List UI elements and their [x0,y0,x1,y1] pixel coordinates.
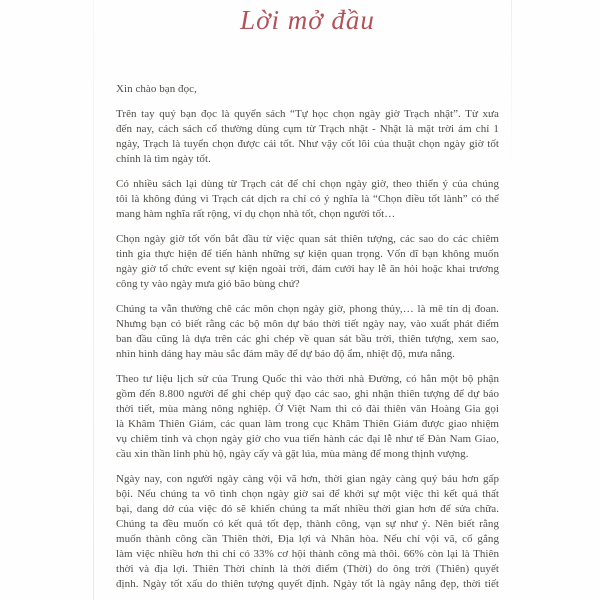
text-line: chính là tìm ngày tốt. [116,153,211,165]
text-line: mang hàm nghĩa rất rộng, ví dụ chọn nhà tốt, chọn người tốt… [116,208,396,220]
text-line: tôi là không đúng vì Trạch cát dịch ra chỉ có ý nghĩa là “Chọn điều tốt lành” có thể [116,193,499,205]
text-line: Nhưng bạn có biết rằng các bộ môn dự báo thời tiết ngày nay, vào xuất phát điểm [116,318,499,330]
text-line: định. Ngày tốt xấu do thiên tượng quyết định. Ngày tốt là ngày nắng đẹp, thời tiết [116,578,499,590]
text-line: muốn thành công cần Thiên thời, Địa lợi và Nhân hòa. Nếu chỉ vội vã, cố gắng [116,533,499,545]
text-line: bội. Nếu chúng ta vô tình chọn ngày giờ sai để khởi sự một việc thì kết quả thất [116,488,499,500]
text-line: thời tiết, mùa màng nông nghiệp. Ở Việt Nam thì có đài thiên văn Hoàng Gia gọi [116,403,499,415]
text-line: đến nay, cách sách cổ thường dùng cụm từ Trạch nhật - Nhật là mặt trời ám chỉ 1 [116,123,499,135]
page-title: Lời mở đầu [240,5,375,35]
body-text [116,82,499,600]
text-line: Chúng ta đều muốn có kết quả tốt đẹp, thành công, vạn sự như ý. Nên biết rằng [116,518,499,530]
paragraph [116,372,499,462]
text-line: vụ chiêm tinh và chọn ngày giờ cho vua tiến hành các đại lễ như tế Đàn Nam Giao, [116,433,499,445]
text-line: ngày, Trạch là tuyển chọn được cái tốt. Như vậy cốt lõi của thuật chọn ngày giờ tốt [116,138,499,150]
paragraph [116,107,499,167]
text-line: bại, dang dở của việc đó sẽ khiến chúng ta mất nhiều thời gian hơn để sửa chữa. [116,503,499,515]
text-line: thời và địa lợi. Thiên Thời chính là thời điểm (Thời) do ông trời (Thiên) quyết [116,563,499,575]
paragraph [116,232,499,292]
text-line: gồm đến 8.800 người để ghi chép quỹ đạo các sao, ghi nhận thiên tượng để dự báo [116,388,499,400]
text-line: Ngày nay, con người ngày càng vội vã hơn, thời gian ngày càng quý báu hơn gấp [116,473,499,485]
text-line: Theo tư liệu lịch sử của Trung Quốc thì vào thời nhà Đường, có hẳn một bộ phận [116,373,499,385]
text-line: nhìn hình dáng hay màu sắc đám mây để dự báo độ ẩm, nhiệt độ, mưa nắng. [116,348,455,360]
text-line: Chúng ta vẫn thường chê các môn chọn ngày giờ, phong thủy,… là mê tín dị đoan. [116,303,499,315]
page-edge-left [93,0,94,600]
text-line: là Khâm Thiên Giám, các quan làm trong cục Khâm Thiên Giám được giao nhiệm [116,418,499,430]
text-line: Chọn ngày giờ tốt vốn bắt đầu từ việc quan sát thiên tượng, các sao do các chiêm [116,233,499,245]
text-line: làm việc nhiều hơn thì chỉ có 33% cơ hội thành công mà thôi. 66% còn lại là Thiên [116,548,499,560]
paragraph [116,302,499,362]
text-line: Có nhiều sách lại dùng từ Trạch cát để chỉ chọn ngày giờ, theo thiển ý của chúng [116,178,499,190]
text-line: ngày giờ tổ chức event sự kiện ngoài trời, đám cưới hay lễ ăn hỏi hoặc khai trương [116,263,499,275]
text-line: công ty vào ngày mưa gió bão bùng chứ? [116,278,300,290]
text-line: Xin chào bạn đọc, [116,83,197,95]
text-line: ban đầu cũng là dựa trên các ghi chép về quan sát bầu trời, thiên tượng, xem sao, [116,333,499,345]
paragraph [116,82,499,97]
text-line: tinh gia thực hiện để tiến hành những sự kiện quan trọng. Vốn dĩ bạn không muốn [116,248,499,260]
text-line: cầu xin thần linh phù hộ, ngày cấy và gặt lúa, mùa màng để mong thịnh vượng. [116,448,469,460]
paragraph [116,472,499,592]
text-line: Trên tay quý bạn đọc là quyển sách “Tự học chọn ngày giờ Trạch nhật”. Từ xưa [116,108,499,120]
paragraph [116,177,499,222]
page-edge-right [511,0,512,170]
